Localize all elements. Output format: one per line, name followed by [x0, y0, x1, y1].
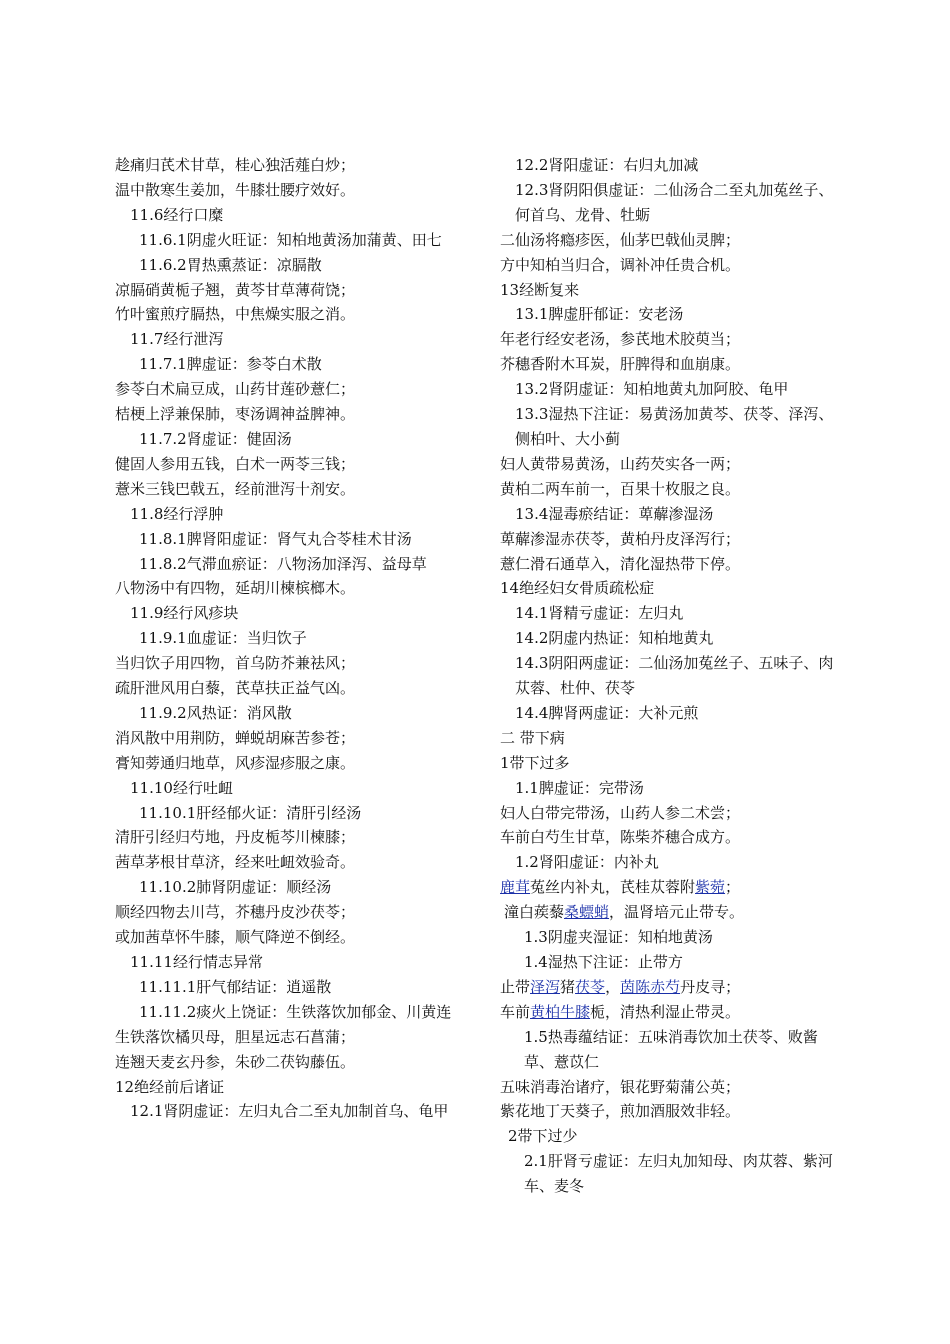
text-line: 萆薢渗湿赤茯苓，黄柏丹皮泽泻行；	[500, 529, 741, 548]
text-line: 13经断复来	[500, 280, 580, 299]
text-line: 11.8.1脾肾阳虚证：肾气丸合苓桂术甘汤	[139, 529, 412, 548]
text-line: 13.2肾阴虚证：知柏地黄丸加阿胶、龟甲	[515, 380, 789, 399]
text-line: 薏米三钱巴戟五，经前泄泻十剂安。	[115, 479, 356, 498]
text-line: 桔梗上浮兼保肺，枣汤调神益脾神。	[115, 405, 356, 424]
left-column	[115, 153, 460, 1124]
text-line: 11.11.2痰火上饶证：生铁落饮加郁金、川黄连	[139, 1002, 452, 1021]
text-line: 2带下过少	[508, 1127, 578, 1146]
text-line	[500, 875, 845, 900]
text-line	[500, 1000, 845, 1025]
text-line: 13.3湿热下注证：易黄汤加黄芩、茯苓、泽泻、侧柏叶、大小蓟	[515, 405, 834, 448]
text-line: 11.11.1肝气郁结证：逍遥散	[139, 977, 332, 996]
text-line	[500, 900, 845, 925]
text-line: 车前白芍生甘草，陈柴芥穗合成方。	[500, 828, 741, 847]
text-line: 1带下过多	[500, 753, 570, 772]
text-segment: 潼白蒺藜	[504, 903, 565, 922]
text-line: 二仙汤将瘾疹医，仙茅巴戟仙灵脾；	[500, 230, 741, 249]
text-line: 14绝经妇女骨质疏松症	[500, 579, 655, 598]
text-line: 11.8经行浮肿	[130, 504, 224, 523]
text-line: 或加茜草怀牛膝，顺气降逆不倒经。	[115, 928, 356, 947]
text-line: 黄柏二两车前一，百果十枚服之良。	[500, 479, 741, 498]
text-line: 紫花地丁天葵子，煎加酒服效非轻。	[500, 1102, 741, 1121]
text-line: 妇人白带完带汤，山药人参二术尝；	[500, 803, 741, 822]
text-line: 生铁落饮橘贝母，胆星远志石菖蒲；	[115, 1027, 356, 1046]
text-line: 11.6经行口糜	[130, 205, 224, 224]
text-line: 12.1肾阴虚证：左归丸合二至丸加制首乌、龟甲	[130, 1102, 449, 1121]
text-line: 14.2阴虚内热证：知柏地黄丸	[515, 629, 714, 648]
text-line: 14.4脾肾两虚证：大补元煎	[515, 703, 699, 722]
text-line: 11.8.2气滞血瘀证：八物汤加泽泻、益母草	[139, 554, 427, 573]
text-line: 二 带下病	[500, 728, 565, 747]
text-line: 11.9.2风热证：消风散	[139, 703, 292, 722]
text-segment: 栀，清热利湿止带灵。	[590, 1002, 741, 1021]
herb-link[interactable]: 桑螵蛸	[564, 903, 610, 922]
text-line: 清肝引经归芍地，丹皮栀芩川楝膝；	[115, 828, 356, 847]
text-line: 11.7.2肾虚证：健固汤	[139, 429, 292, 448]
text-line: 五味消毒治诸疗，银花野菊蒲公英；	[500, 1077, 741, 1096]
text-line: 11.9经行风疹块	[130, 604, 239, 623]
text-segment: ，	[605, 977, 621, 996]
text-line: 2.1肝肾亏虚证：左归丸加知母、肉苁蓉、紫河车、麦冬	[524, 1152, 833, 1196]
right-column	[500, 153, 845, 1199]
text-segment: 菟丝内补丸，芪桂苁蓉附	[530, 878, 696, 897]
text-segment: 车前	[500, 1002, 531, 1021]
text-line: 1.5热毒蕴结证：五味消毒饮加土茯苓、败酱草、薏苡仁	[524, 1027, 818, 1071]
text-line: 茜草茅根甘草济，经来吐衄效验奇。	[115, 853, 356, 872]
text-line: 顺经四物去川芎，芥穗丹皮沙茯苓；	[115, 903, 356, 922]
text-line: 13.4湿毒瘀结证：萆薢渗湿汤	[515, 504, 714, 523]
text-line: 凉膈硝黄栀子翘，黄芩甘草薄荷饶；	[115, 280, 356, 299]
text-line: 方中知柏当归合，调补冲任贵合机。	[500, 255, 741, 274]
text-line: 参苓白术扁豆成，山药甘莲砂薏仁；	[115, 380, 356, 399]
text-line: 11.10.2肺肾阴虚证：顺经汤	[139, 878, 332, 897]
text-segment: 丹皮寻；	[680, 977, 741, 996]
herb-link[interactable]: 黄柏牛膝	[530, 1002, 591, 1021]
text-line: 11.9.1血虚证：当归饮子	[139, 629, 307, 648]
herb-link[interactable]: 泽泻	[530, 977, 561, 996]
text-line: 12.3肾阴阳俱虚证：二仙汤合二至丸加菟丝子、何首乌、龙骨、牡蛎	[515, 180, 834, 224]
herb-link[interactable]: 茵陈赤芍	[620, 977, 681, 996]
text-line: 13.1脾虚肝郁证：安老汤	[515, 305, 684, 324]
text-line: 11.7经行泄泻	[130, 330, 224, 349]
text-line: 薏仁滑石通草入，清化湿热带下停。	[500, 554, 741, 573]
text-segment: ，温肾培元止带专。	[609, 903, 745, 922]
herb-link[interactable]: 茯苓	[575, 977, 606, 996]
text-line: 14.3阴阳两虚证：二仙汤加菟丝子、五味子、肉苁蓉、杜仲、茯苓	[515, 654, 834, 698]
text-line	[500, 975, 845, 1000]
text-line: 14.1肾精亏虚证：左归丸	[515, 604, 684, 623]
text-line: 11.11经行情志异常	[130, 953, 263, 971]
text-line: 1.1脾虚证：完带汤	[515, 778, 644, 797]
text-line: 12绝经前后诸证	[115, 1077, 225, 1096]
herb-link[interactable]: 鹿茸	[500, 878, 531, 897]
text-line: 1.4湿热下注证：止带方	[524, 953, 683, 971]
text-line: 当归饮子用四物，首乌防芥兼祛风；	[115, 654, 356, 673]
text-line: 竹叶蜜煎疗膈热，中焦燥实服之消。	[115, 305, 356, 324]
text-line: 11.6.1阴虚火旺证：知柏地黄汤加蒲黄、田七	[139, 230, 442, 249]
text-line: 11.6.2胃热熏蒸证：凉膈散	[139, 255, 322, 274]
text-line: 温中散寒生姜加，牛膝壮腰疗效好。	[115, 180, 356, 199]
text-segment: 止带	[500, 977, 531, 996]
text-line: 1.3阴虚夹湿证：知柏地黄汤	[524, 928, 713, 947]
text-line: 八物汤中有四物，延胡川楝槟榔木。	[115, 579, 356, 598]
text-line: 1.2肾阳虚证：内补丸	[515, 853, 659, 872]
text-line: 11.10经行吐衄	[130, 778, 233, 797]
text-line: 芥穗香附木耳炭，肝脾得和血崩康。	[500, 355, 741, 374]
text-line: 疏肝泄风用白藜，芪草扶正益气凶。	[115, 679, 356, 698]
text-line: 年老行经安老汤，参芪地术胶萸当；	[500, 330, 741, 349]
text-line: 妇人黄带易黄汤，山药芡实各一两；	[500, 454, 741, 473]
text-line: 12.2肾阳虚证：右归丸加减	[515, 156, 699, 174]
text-segment: ；	[725, 878, 741, 897]
text-line: 11.7.1脾虚证：参苓白术散	[139, 355, 322, 374]
text-line: 11.10.1肝经郁火证：清肝引经汤	[139, 803, 362, 822]
herb-link[interactable]: 紫菀	[695, 878, 726, 897]
text-line: 趁痛归芪术甘草，桂心独活薤白炒；	[115, 156, 356, 174]
text-segment: 猪	[560, 977, 576, 996]
text-line: 健固人参用五钱，白术一两苓三钱；	[115, 454, 356, 473]
text-line: 膏知蒡通归地草，风疹湿疹服之康。	[115, 753, 356, 772]
text-line: 连翘天麦玄丹参，朱砂二茯钩藤伍。	[115, 1052, 356, 1071]
text-line: 消风散中用荆防，蝉蜕胡麻苦参苍；	[115, 728, 356, 747]
